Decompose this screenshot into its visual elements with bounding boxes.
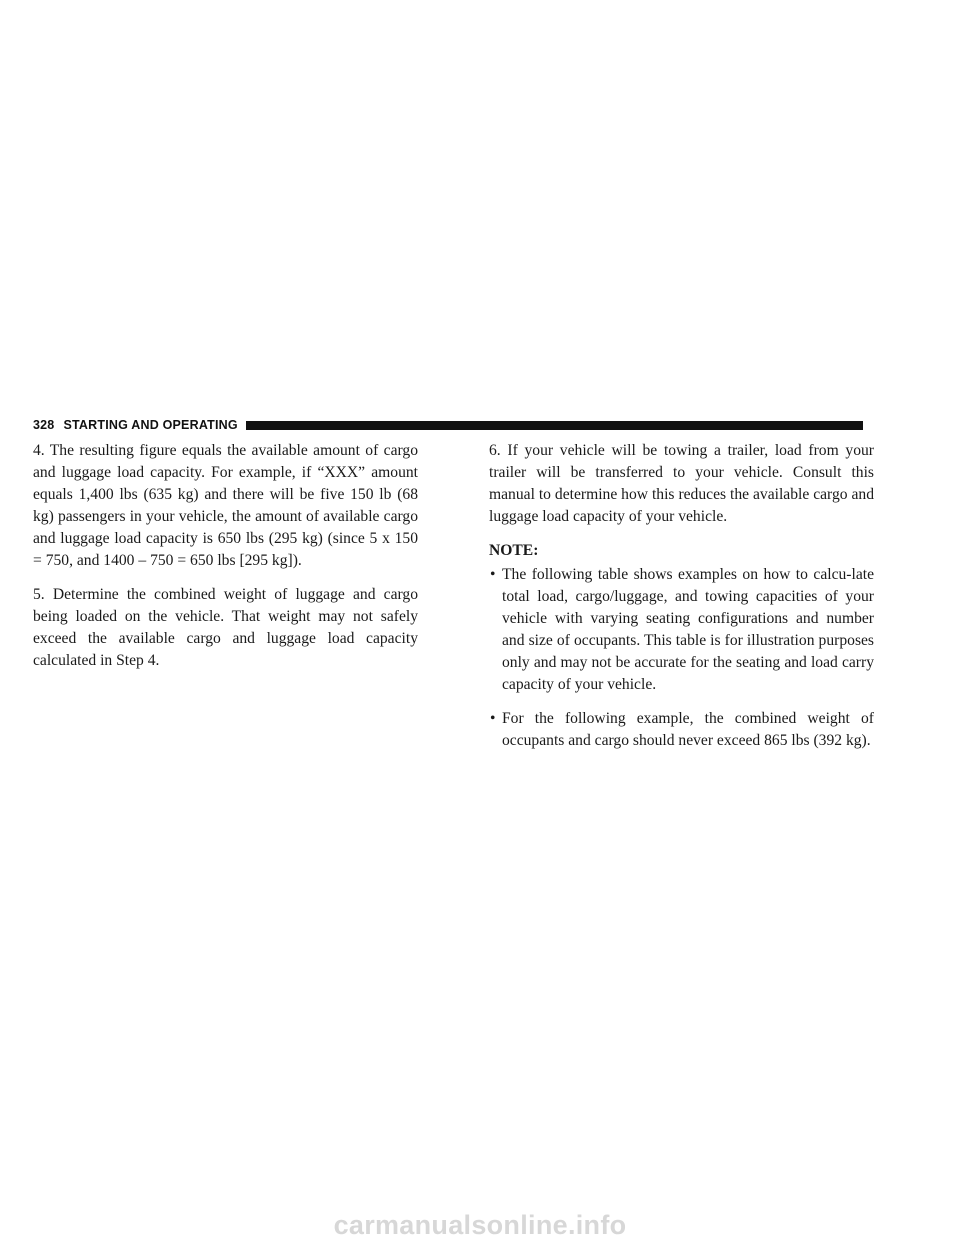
- step-6-paragraph: 6. If your vehicle will be towing a trailer, load from your trailer will be transferred to your vehicle. Consult this manual to determine how this reduces the available cargo and luggage load capacity of your vehicle.: [489, 442, 874, 525]
- page-header: [33, 418, 863, 432]
- step-5-paragraph: 5. Determine the combined weight of luggage and cargo being loaded on the vehicle. That weight may not safely exceed the available cargo and luggage load capacity calculated in Step 4.: [33, 586, 418, 669]
- note-heading: NOTE:: [489, 542, 539, 559]
- bullet-icon: •: [490, 566, 496, 583]
- step-4-paragraph: 4. The resulting figure equals the available amount of cargo and luggage load capacity. For example, if “XXX” amount equals 1,400 lbs (635 kg) and there will be five 150 lb (68 kg) passengers in your vehicle, the amount of available cargo and luggage load capacity is 650 lbs (295 kg) (since 5 x 150 = 750, and 1400 – 750 = 650 lbs [295 kg]).: [33, 442, 418, 569]
- note-bullet-text: For the following example, the combined weight of occupants and cargo should never exceed 865 lbs (392 kg).: [502, 710, 874, 749]
- note-bullet-1: [489, 564, 874, 696]
- section-title: STARTING AND OPERATING: [63, 418, 238, 432]
- note-bullet-text: The following table shows examples on how to calcu-late total load, cargo/luggage, and towing capacities of your vehicle with varying seating configurations and number and size of occupants. This table is for illustration purposes only and may not be accurate for the seating and load carry capacity of your vehicle.: [502, 566, 874, 693]
- watermark: carmanualsonline.info: [333, 1210, 627, 1240]
- header-rule: [246, 421, 863, 430]
- right-column: [489, 440, 874, 764]
- bullet-icon: •: [490, 710, 496, 727]
- note-bullet-2: [489, 708, 874, 752]
- left-column: [33, 440, 418, 684]
- page-number: 328: [33, 418, 55, 432]
